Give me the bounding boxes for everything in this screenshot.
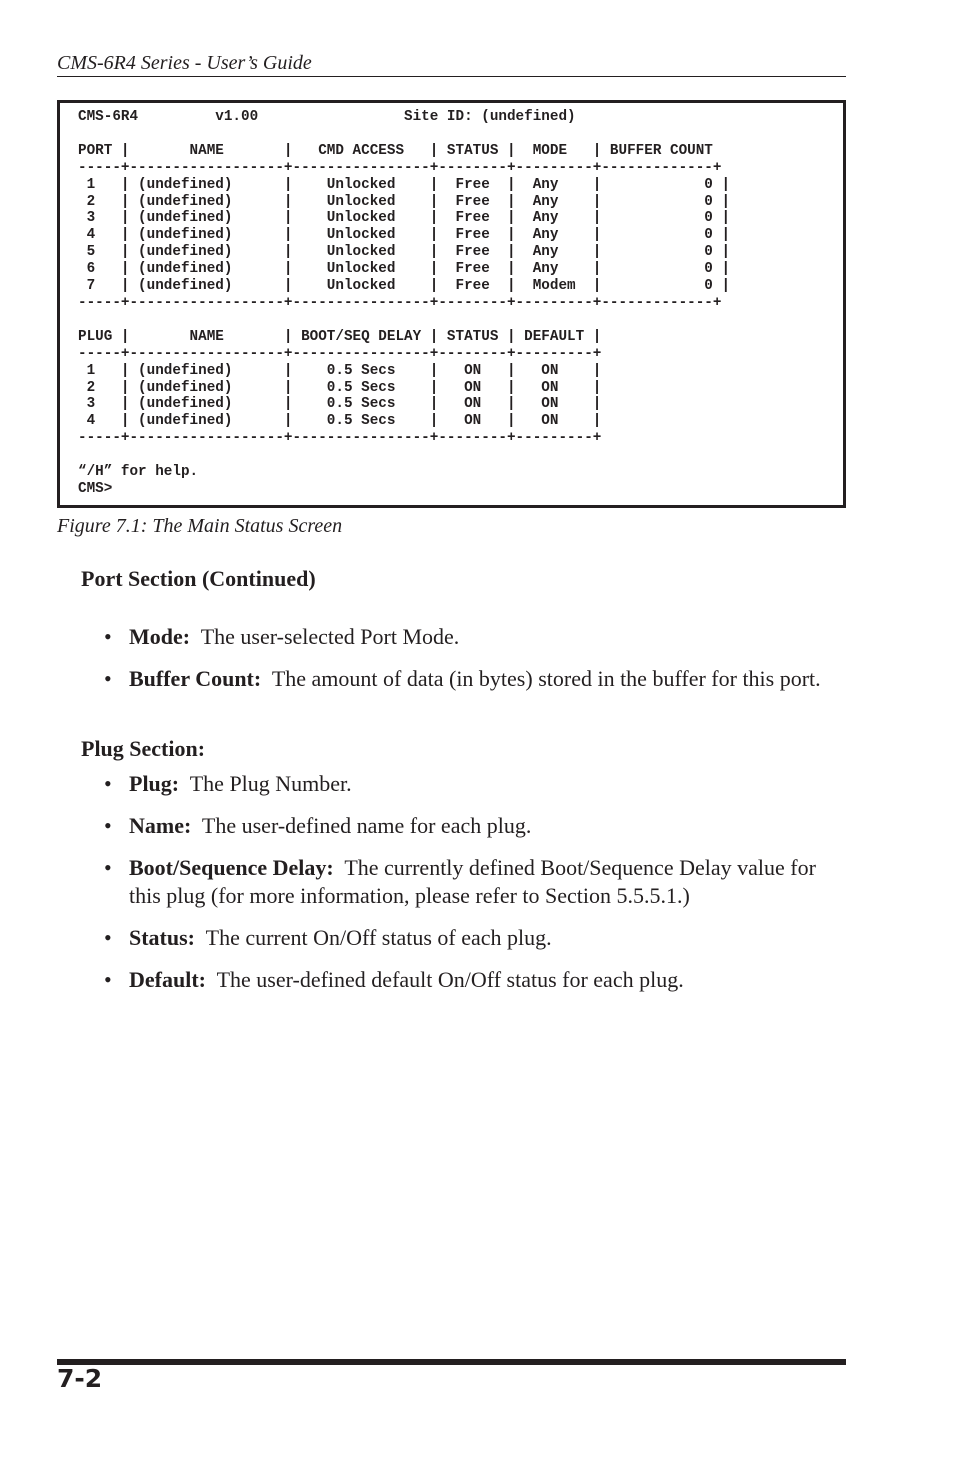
figure-caption: Figure 7.1: The Main Status Screen	[57, 515, 343, 537]
bullet-plug	[104, 770, 849, 798]
bullet-text: The current On/Off status of each plug.	[205, 925, 552, 950]
bullet-text: The currently defined Boot/Sequence Delay value for this plug (for more information, please refer to Section 5.5.5.1.)	[129, 855, 816, 908]
bullet-glyph: •	[104, 771, 112, 796]
bullet-name	[104, 812, 849, 840]
bullet-glyph: •	[104, 925, 112, 950]
bullet-default	[104, 966, 849, 994]
bullet-term: Plug:	[129, 771, 180, 796]
running-header-title: CMS-6R4 Series - User’s Guide	[57, 52, 312, 74]
bullet-term: Boot/Sequence Delay:	[129, 855, 334, 880]
bullet-term: Mode:	[129, 624, 191, 649]
plug-section-heading: Plug Section:	[81, 736, 206, 761]
terminal-screen-text: CMS-6R4 v1.00 Site ID: (undefined) PORT | NAME | CMD ACCESS | STATUS | MODE | BUFFER COUNT -----+------------------+----------------+--------+---------+-------------+ 1 | (undefined) | Unlocked | Free | Any | 0 | 2 | (undefined) | Unlocked | Free | Any | 0 | 3 | (undefined) | Unlocked | Free | Any | 0 | 4 | (undefined) | Unlocked | Free | Any | 0 | 5 | (undefined) | Unlocked | Free | Any | 0 | 6 | (undefined) | Unlocked | Free | Any | 0 | 7 | (undefined) | Unlocked | Free | Modem | 0 | -----+------------------+----------------+--------+---------+-------------+ PLUG | NAME | BOOT/SEQ DELAY | STATUS | DEFAULT | -----+------------------+----------------+--------+---------+ 1 | (undefined) | 0.5 Secs | ON | ON | 2 | (undefined) | 0.5 Secs | ON | ON | 3 | (undefined) | 0.5 Secs | ON | ON | 4 | (undefined) | 0.5 Secs | ON | ON | -----+------------------+----------------+--------+---------+ “/H” for help. CMS>	[78, 109, 731, 497]
port-section-heading: Port Section (Continued)	[81, 566, 316, 591]
bullet-glyph: •	[104, 666, 112, 691]
bullet-glyph: •	[104, 624, 112, 649]
bullet-glyph: •	[104, 967, 112, 992]
bullet-glyph: •	[104, 855, 112, 880]
bullet-status	[104, 924, 849, 952]
bullet-glyph: •	[104, 813, 112, 838]
bullet-text: The user-selected Port Mode.	[200, 624, 460, 649]
bullet-buffer-count	[104, 665, 849, 693]
bullet-term: Default:	[129, 967, 206, 992]
bullet-boot-sequence-delay	[104, 854, 849, 910]
bullet-text: The user-defined default On/Off status for each plug.	[216, 967, 684, 992]
bullet-term: Name:	[129, 813, 192, 838]
bullet-mode	[104, 623, 849, 651]
bullet-text: The user-defined name for each plug.	[201, 813, 532, 838]
bullet-text: The Plug Number.	[189, 771, 352, 796]
bullet-term: Status:	[129, 925, 196, 950]
main-status-screen-figure	[57, 100, 846, 508]
bullet-text: The amount of data (in bytes) stored in the buffer for this port.	[271, 666, 821, 691]
running-header	[57, 51, 846, 77]
footer-rule	[57, 1359, 846, 1365]
bullet-term: Buffer Count:	[129, 666, 262, 691]
page-number: 7-2	[57, 1364, 103, 1393]
